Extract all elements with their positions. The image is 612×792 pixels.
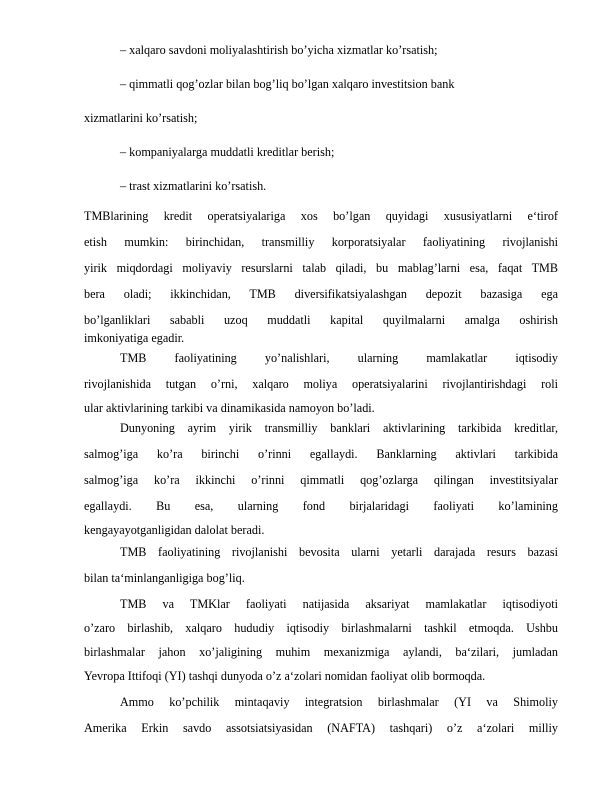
- paragraph-line: Dunyoning ayrim yirik transmilliy banklari aktivlarining tarkibida kreditlar,: [120, 421, 558, 435]
- list-item: – qimmatli qog’ozlar bilan bog’liq bo’lgan xalqaro investitsion bank: [120, 77, 455, 91]
- paragraph-line: bera oladi; ikkinchidan, TMB diversifikatsiyalashgan depozit bazasiga ega: [84, 287, 558, 301]
- paragraph-line: Amerika Erkin savdo assotsiatsiyasidan (NAFTA) tashqari) o’z a‘zolari milliy: [84, 721, 558, 735]
- paragraph-line: egallaydi. Bu esa, ularning fond birjalaridagi faoliyati ko’lamining: [84, 499, 558, 513]
- paragraph-line: yirik miqdordagi moliyaviy resurslarni talab qiladi, bu mablag’larni esa, faqat TMB: [84, 261, 558, 275]
- paragraph-line: imkoniyatiga egadir.: [84, 331, 185, 345]
- paragraph-line: o’zaro birlashib, xalqaro hududiy iqtisodiy birlashmalarni tashkil etmoqda. Ushbu: [84, 621, 558, 635]
- paragraph-line: TMB faoliyatining rivojlanishi bevosita ularni yetarli darajada resurs bazasi: [120, 545, 558, 559]
- paragraph-line: bo’lganliklari sababli uzoq muddatli kapital quyilmalarni amalga oshirish: [84, 313, 558, 327]
- paragraph-line: etish mumkin: birinchidan, transmilliy korporatsiyalar faoliyatining rivojlanishi: [84, 235, 558, 249]
- list-item: – xalqaro savdoni moliyalashtirish bo’yicha xizmatlar ko’rsatish;: [120, 43, 438, 57]
- list-item-continuation: xizmatlarini ko’rsatish;: [84, 111, 198, 125]
- paragraph-line: rivojlanishida tutgan o’rni, xalqaro moliya operatsiyalarini rivojlantirishdagi roli: [84, 377, 558, 391]
- paragraph-line: salmog’iga ko’ra birinchi o’rinni egallaydi. Banklarning aktivlari tarkibida: [84, 447, 558, 461]
- paragraph-line: kengayayotganligidan dalolat beradi.: [84, 523, 265, 537]
- paragraph-line: TMB va TMKlar faoliyati natijasida aksariyat mamlakatlar iqtisodiyoti: [120, 597, 558, 611]
- paragraph-line: salmog’iga ko’ra ikkinchi o’rinni qimmatli qog’ozlarga qilingan investitsiyalar: [84, 473, 558, 487]
- paragraph-line: ular aktivlarining tarkibi va dinamikasida namoyon bo’ladi.: [84, 401, 375, 415]
- paragraph-line: birlashmalar jahon xo’jaligining muhim mexanizmiga aylandi, ba‘zilari, jumladan: [84, 645, 558, 659]
- paragraph-line: Yevropa Ittifoqi (YI) tashqi dunyoda o’z a‘zolari nomidan faoliyat olib bormoqda.: [84, 669, 486, 683]
- paragraph-line: TMBlarining kredit operatsiyalariga xos bo’lgan quyidagi xususiyatlarni e‘tirof: [84, 209, 558, 223]
- paragraph-line: bilan ta‘minlanganligiga bog’liq.: [84, 571, 245, 585]
- list-item: – kompaniyalarga muddatli kreditlar berish;: [120, 145, 335, 159]
- paragraph-line: TMB faoliyatining yo’nalishlari, ularning mamlakatlar iqtisodiy: [120, 351, 558, 365]
- paragraph-line: Ammo ko’pchilik mintaqaviy integratsion birlashmalar (YI va Shimoliy: [120, 695, 558, 709]
- list-item: – trast xizmatlarini ko’rsatish.: [120, 179, 267, 193]
